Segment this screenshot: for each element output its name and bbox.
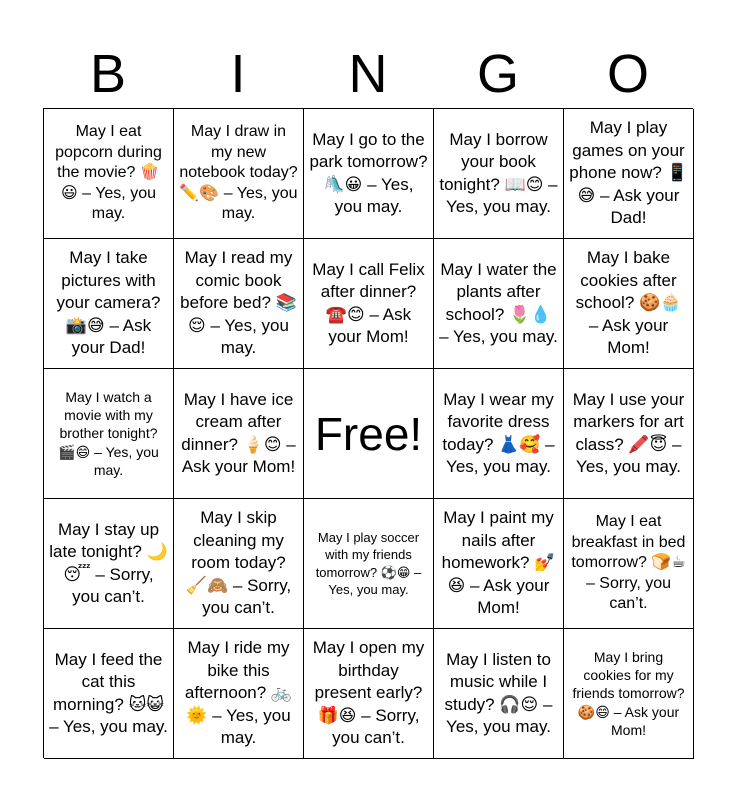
bingo-cell-text: May I skip cleaning my room today? 🧹🙈 – Sorry, you can’t. bbox=[185, 508, 292, 618]
bingo-cell-text: May I take pictures with your camera? 📸😅 – Ask your Dad! bbox=[56, 248, 161, 358]
bingo-cell-r3-c1[interactable] bbox=[44, 369, 174, 499]
bingo-cell-text: May I draw in my new notebook today? ✏️🎨 – Yes, you may. bbox=[179, 123, 298, 223]
bingo-cell-r2-c3[interactable] bbox=[304, 239, 434, 369]
bingo-cell-text: May I open my birthday present early? 🎁😆 – Sorry, you can’t. bbox=[312, 638, 425, 748]
bingo-cell-r4-c3[interactable] bbox=[304, 499, 434, 629]
bingo-cell-r4-c5[interactable] bbox=[564, 499, 694, 629]
bingo-cell-text: May I ride my bike this afternoon? 🚲🌞 – Yes, you may. bbox=[184, 638, 293, 748]
bingo-cell-text: May I eat popcorn during the movie? 🍿😃 – Yes, you may. bbox=[55, 123, 162, 223]
bingo-card-grid bbox=[43, 108, 693, 758]
bingo-cell-r1-c3[interactable] bbox=[304, 109, 434, 239]
bingo-cell-text: May I water the plants after school? 🌷💧 – Yes, you may. bbox=[439, 259, 558, 346]
bingo-cell-r5-c5[interactable] bbox=[564, 629, 694, 759]
bingo-cell-text: May I call Felix after dinner? ☎️😊 – Ask your Mom! bbox=[312, 259, 425, 346]
bingo-cell-r2-c5[interactable] bbox=[564, 239, 694, 369]
bingo-cell-text: May I have ice cream after dinner? 🍦😊 – Ask your Mom! bbox=[181, 389, 296, 476]
bingo-cell-r2-c1[interactable] bbox=[44, 239, 174, 369]
free-space-cell[interactable] bbox=[304, 369, 434, 499]
bingo-cell-text: May I paint my nails after homework? 💅😆 – Ask your Mom! bbox=[441, 508, 556, 618]
bingo-cell-text: May I bake cookies after school? 🍪🧁 – Ask your Mom! bbox=[575, 248, 682, 358]
bingo-cell-text: May I borrow your book tonight? 📖😊 – Yes, you may. bbox=[439, 129, 558, 216]
header-letter-g: G bbox=[476, 44, 519, 104]
bingo-cell-r1-c5[interactable] bbox=[564, 109, 694, 239]
header-letter-b: B bbox=[89, 44, 127, 104]
bingo-cell-text: May I go to the park tomorrow? 🛝😀 – Yes, you may. bbox=[309, 129, 428, 216]
bingo-cell-r1-c4[interactable] bbox=[434, 109, 564, 239]
bingo-cell-r3-c2[interactable] bbox=[174, 369, 304, 499]
bingo-cell-r5-c4[interactable] bbox=[434, 629, 564, 759]
header-letter-i: I bbox=[230, 44, 246, 104]
bingo-cell-r5-c2[interactable] bbox=[174, 629, 304, 759]
bingo-cell-text: May I bring cookies for my friends tomorrow? 🍪😄 – Ask your Mom! bbox=[572, 649, 685, 738]
bingo-cell-r4-c2[interactable] bbox=[174, 499, 304, 629]
bingo-cell-r1-c2[interactable] bbox=[174, 109, 304, 239]
bingo-cell-r3-c5[interactable] bbox=[564, 369, 694, 499]
bingo-cell-r1-c1[interactable] bbox=[44, 109, 174, 239]
bingo-cell-text: May I play soccer with my friends tomorrow? ⚽😁 – Yes, you may. bbox=[315, 529, 422, 597]
bingo-cell-r2-c4[interactable] bbox=[434, 239, 564, 369]
bingo-cell-text: May I watch a movie with my brother tonight? 🎬😄 – Yes, you may. bbox=[58, 389, 159, 478]
bingo-cell-r4-c4[interactable] bbox=[434, 499, 564, 629]
free-space-label: Free! bbox=[314, 407, 423, 460]
bingo-cell-text: May I eat breakfast in bed tomorrow? 🍞☕ – Sorry, you can’t. bbox=[571, 513, 686, 613]
bingo-cell-r2-c2[interactable] bbox=[174, 239, 304, 369]
bingo-cell-text: May I wear my favorite dress today? 👗🥰 – Yes, you may. bbox=[442, 389, 555, 476]
bingo-cell-text: May I feed the cat this morning? 🐱😺 – Yes, you may. bbox=[49, 649, 168, 736]
bingo-header bbox=[43, 40, 693, 108]
bingo-cell-text: May I play games on your phone now? 📱😅 – Ask your Dad! bbox=[569, 118, 688, 228]
bingo-cell-text: May I stay up late tonight? 🌙😴 – Sorry, you can’t. bbox=[49, 519, 168, 606]
bingo-cell-text: May I listen to music while I study? 🎧😌 – Yes, you may. bbox=[444, 649, 553, 736]
header-letter-n: N bbox=[348, 44, 388, 104]
bingo-cell-text: May I read my comic book before bed? 📚😌 – Yes, you may. bbox=[180, 248, 297, 358]
bingo-cell-text: May I use your markers for art class? 🖍️😇 – Yes, you may. bbox=[572, 389, 685, 476]
bingo-cell-r3-c4[interactable] bbox=[434, 369, 564, 499]
header-letter-o: O bbox=[606, 44, 649, 104]
bingo-cell-r5-c1[interactable] bbox=[44, 629, 174, 759]
bingo-cell-r4-c1[interactable] bbox=[44, 499, 174, 629]
bingo-cell-r5-c3[interactable] bbox=[304, 629, 434, 759]
